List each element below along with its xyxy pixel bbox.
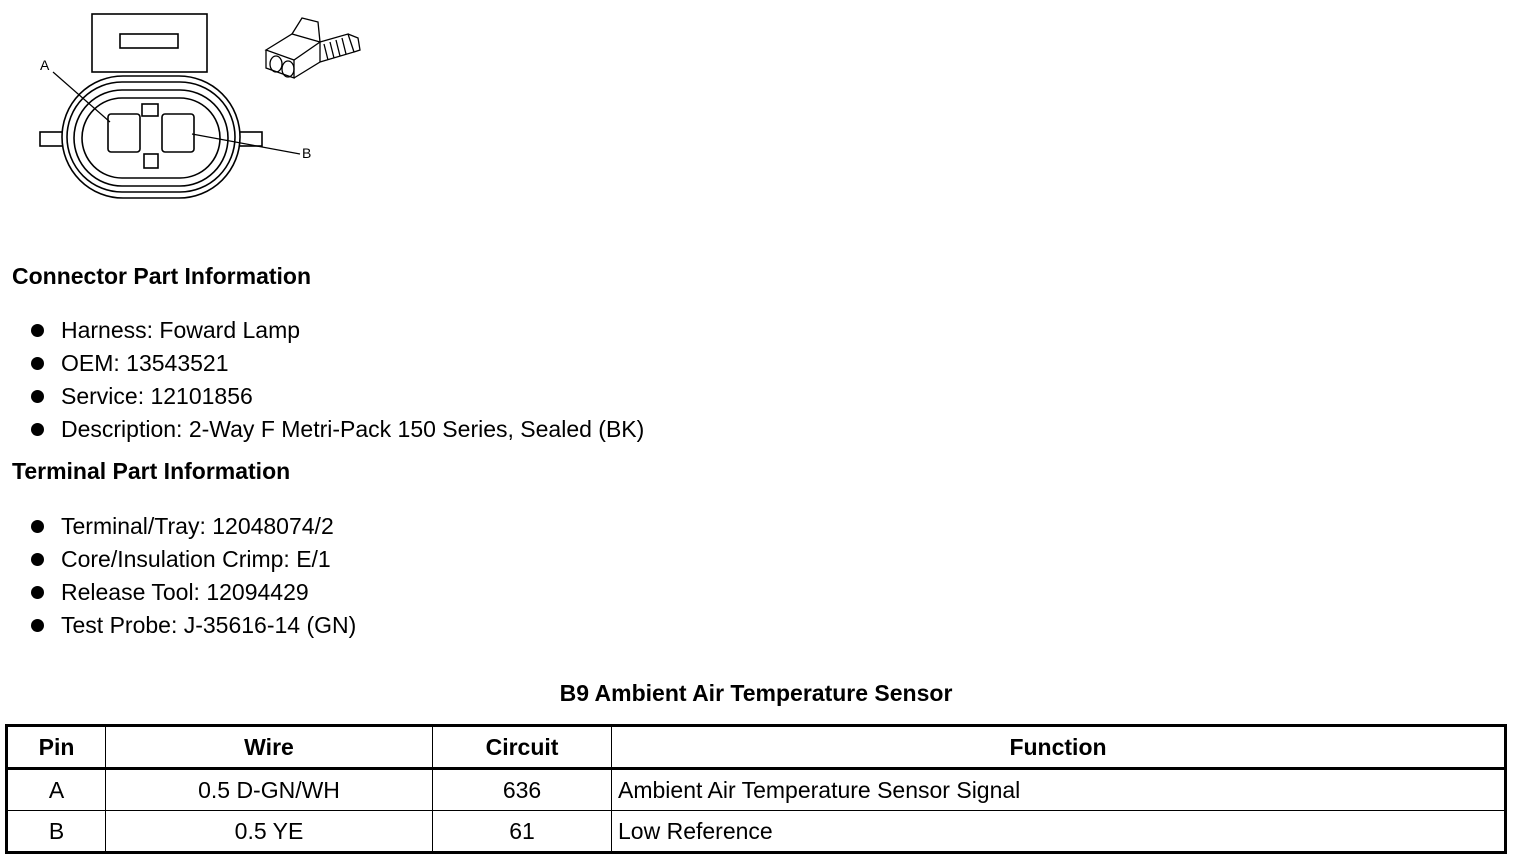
table-row bbox=[7, 811, 1506, 853]
cell-pin: A bbox=[7, 769, 106, 811]
list-item: Description: 2-Way F Metri-Pack 150 Series, Sealed (BK) bbox=[30, 413, 644, 446]
column-header-pin: Pin bbox=[7, 726, 106, 769]
list-item: Harness: Foward Lamp bbox=[30, 314, 644, 347]
connector-thumbnail bbox=[258, 12, 363, 82]
table-title: B9 Ambient Air Temperature Sensor bbox=[559, 680, 953, 706]
cell-circuit: 636 bbox=[433, 769, 612, 811]
column-header-circuit: Circuit bbox=[433, 726, 612, 769]
terminal-info-list bbox=[30, 510, 356, 642]
pin-label-a: A bbox=[40, 57, 50, 73]
list-item: OEM: 13543521 bbox=[30, 347, 644, 380]
terminal-info-heading: Terminal Part Information bbox=[12, 458, 291, 484]
cell-function: Ambient Air Temperature Sensor Signal bbox=[612, 769, 1506, 811]
cell-function: Low Reference bbox=[612, 811, 1506, 853]
pin-label-b: B bbox=[302, 145, 312, 161]
connector-info-list bbox=[30, 314, 644, 446]
cell-pin: B bbox=[7, 811, 106, 853]
list-item: Release Tool: 12094429 bbox=[30, 576, 356, 609]
cell-circuit: 61 bbox=[433, 811, 612, 853]
list-item: Terminal/Tray: 12048074/2 bbox=[30, 510, 356, 543]
pinout-table bbox=[5, 724, 1507, 854]
list-item: Service: 12101856 bbox=[30, 380, 644, 413]
list-item: Core/Insulation Crimp: E/1 bbox=[30, 543, 356, 576]
cell-wire: 0.5 YE bbox=[106, 811, 433, 853]
list-item: Test Probe: J-35616-14 (GN) bbox=[30, 609, 356, 642]
table-row bbox=[7, 769, 1506, 811]
table-header-row bbox=[7, 726, 1506, 769]
column-header-wire: Wire bbox=[106, 726, 433, 769]
column-header-function: Function bbox=[612, 726, 1506, 769]
connector-info-heading: Connector Part Information bbox=[12, 263, 312, 289]
cell-wire: 0.5 D-GN/WH bbox=[106, 769, 433, 811]
